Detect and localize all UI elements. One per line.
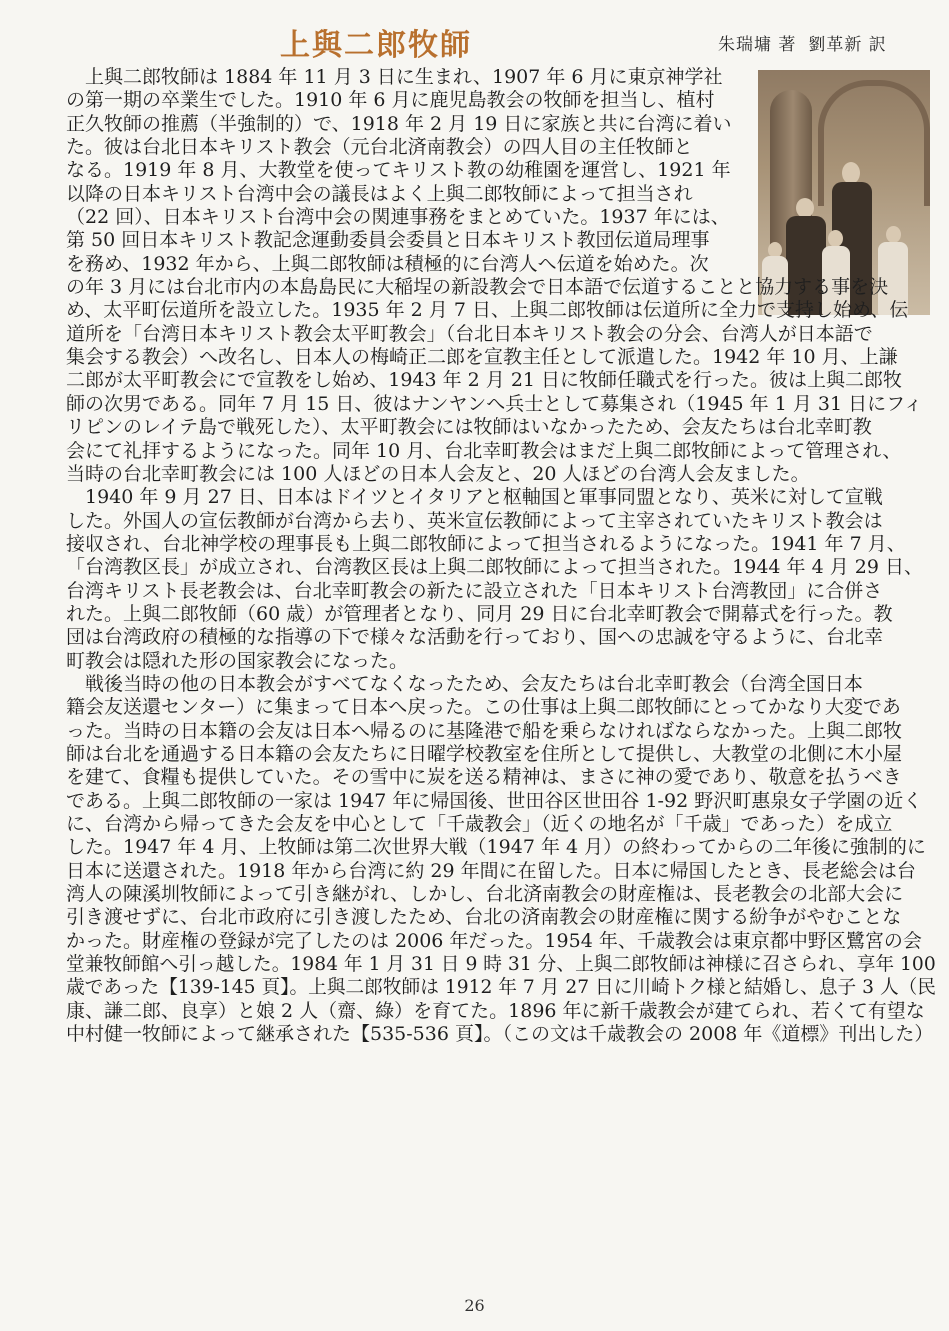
text-line: 師の次男である。同年 7 月 15 日、彼はナンヤンへ兵士として募集され（1945 年 1 月 31 日にフィ: [66, 392, 923, 415]
text-line: の第一期の卒業生でした。1910 年 6 月に鹿児島教会の牧師を担当し、植村: [66, 89, 715, 112]
text-line: 道所を「台湾日本キリスト教会太平町教会」（台北日本キリスト教会の分会、台湾人が日本語で: [66, 322, 873, 345]
text-line: 町教会は隠れた形の国家教会になった。: [66, 649, 409, 672]
text-line: 会にて礼拝するようになった。同年 10 月、台北幸町教会はまだ上與二郎牧師によって管理され、: [66, 439, 902, 462]
page-title: 上與二郎牧師: [280, 28, 472, 63]
text-line: 集会する教会）へ改名し、日本人の梅崎正二郎を宣教主任として派遣した。1942 年 10 月、上謙: [66, 346, 898, 369]
text-line: リピンのレイテ島で戦死した）、太平町教会には牧師はいなかったため、会友たちは台北幸町教: [66, 416, 872, 439]
page-number: 26: [464, 1296, 485, 1315]
text-line: 湾人の陳溪圳牧師によって引き継がれ、しかし、台北済南教会の財産権は、長老教会の北部大会に: [66, 883, 904, 906]
text-line: かった。財産権の登録が完了したのは 2006 年だった。1954 年、千歳教会は東京都中野区鷺宮の会: [66, 929, 922, 952]
text-line: 堂兼牧師館へ引っ越した。1984 年 1 月 31 日 9 時 31 分、上與二郎牧師は神様に召さられ、享年 100: [66, 953, 936, 976]
text-line: 台湾キリスト長老教会は、台北幸町教会の新たに設立された「日本キリスト台湾教団」に合併さ: [66, 579, 883, 602]
article-body: [66, 66, 936, 1046]
text-line: 上與二郎牧師は 1884 年 11 月 3 日に生まれ、1907 年 6 月に東京神学社: [66, 66, 723, 88]
text-line: した。外国人の宣伝教師が台湾から去り、英米宣伝教師によって主宰されていたキリスト教会は: [66, 509, 883, 532]
author-credit: 朱瑞墉 著: [718, 35, 797, 55]
text-line: 正久牧師の推薦（半強制的）で、1918 年 2 月 19 日に家族と共に台湾に着い: [66, 112, 732, 135]
text-line: 日本に送還された。1918 年から台湾に約 29 年間に在留した。日本に帰国したとき、長老総会は台: [66, 859, 916, 882]
text-line: に、台湾から帰ってきた会友を中心として「千歳教会」（近くの地名が「千歳」であった）を成立: [66, 813, 893, 835]
translator-credit: 劉革新 訳: [808, 35, 887, 55]
text-line: （22 回）、日本キリスト台湾中会の関連事務をまとめていた。1937 年には、: [66, 206, 730, 229]
text-line: 引き渡せずに、台北市政府に引き渡したため、台北の済南教会の財産権に関する紛争がやむことな: [66, 906, 902, 929]
text-line: 歳であった【139-145 頁】。上與二郎牧師は 1912 年 7 月 27 日に川崎トク様と結婚し、息子 3 人（民: [66, 976, 936, 999]
text-line: 1940 年 9 月 27 日、日本はドイツとイタリアと枢軸国と軍事同盟となり、英米に対して宣戦: [66, 486, 883, 509]
text-line: した。1947 年 4 月、上牧師は第二次世界大戦（1947 年 4 月）の終わってからの二年後に強制的に: [66, 836, 926, 859]
text-line: た。彼は台北日本キリスト教会（元台北済南教会）の四人目の主任牧師と: [66, 136, 693, 159]
text-line: 二郎が太平町教会にで宣教をし始め、1943 年 2 月 21 日に牧師任職式を行った。彼は上與二郎牧: [66, 369, 903, 392]
text-line: を建て、食糧も提供していた。その雪中に炭を送る精神は、まさに神の愛であり、敬意を払うべき: [66, 766, 902, 789]
text-line: 第 50 回日本キリスト教記念運動委員会委員と日本キリスト教団伝道局理事: [66, 229, 710, 252]
text-line: れた。上與二郎牧師（60 歳）が管理者となり、同月 29 日に台北幸町教会で開幕式を行った。教: [66, 602, 893, 625]
text-line: 康、謙二郎、良享）と娘 2 人（齋、綠）を育てた。1896 年に新千歳教会が建てられ、若くて有望な: [66, 999, 925, 1022]
text-line: め、太平町伝道所を設立した。1935 年 2 月 7 日、上與二郎牧師は伝道所に全力で支持し始め、伝: [66, 299, 909, 322]
text-line: を務め、1932 年から、上與二郎牧師は積極的に台湾人へ伝道を始めた。次: [66, 252, 709, 275]
text-line: なる。1919 年 8 月、大教堂を使ってキリスト教の幼稚園を運営し、1921 年: [66, 159, 731, 182]
text-line: の年 3 月には台北市内の本島島民に大稲埕の新設教会で日本語で伝道することと協力する事を決: [66, 276, 889, 299]
text-line: 籍会友送還センター）に集まって日本へ戻った。この仕事は上與二郎牧師にとってかなり大変であ: [66, 696, 901, 719]
text-line: 以降の日本キリスト台湾中会の議長はよく上與二郎牧師によって担当され: [66, 182, 693, 205]
text-line: 接収され、台北神学校の理事長も上與二郎牧師によって担当されるようになった。1941 年 7 月、: [66, 532, 906, 555]
text-line: 「台湾教区長」が成立され、台湾教区長は上與二郎牧師によって担当された。1944 年 4 月 29 日、: [66, 556, 923, 579]
text-line: 団は台湾政府の積極的な指導の下で様々な活動を行っており、国への忠誠を守るように、台北幸: [66, 626, 884, 649]
byline: [718, 30, 887, 55]
text-line: った。当時の日本籍の会友は日本へ帰るのに基隆港で船を乗らなければならなかった。上與二郎牧: [66, 719, 903, 742]
text-line: 中村健一牧師によって継承された【535-536 頁】。（この文は千歳教会の 2008 年《道標》刊出した）: [66, 1023, 934, 1046]
text-line: 師は台北を通過する日本籍の会友たちに日曜学校教室を住所として提供し、大教堂の北側に木小屋: [66, 742, 903, 765]
text-line: である。上與二郎牧師の一家は 1947 年に帰国後、世田谷区世田谷 1-92 野沢町惠泉女子学園の近く: [66, 789, 923, 812]
text-line: 戦後当時の他の日本教会がすべてなくなったため、会友たちは台北幸町教会（台湾全国日本: [66, 672, 863, 695]
text-line: 当時の台北幸町教会には 100 人ほどの日本人会友と、20 人ほどの台湾人会友ました。: [66, 462, 810, 485]
